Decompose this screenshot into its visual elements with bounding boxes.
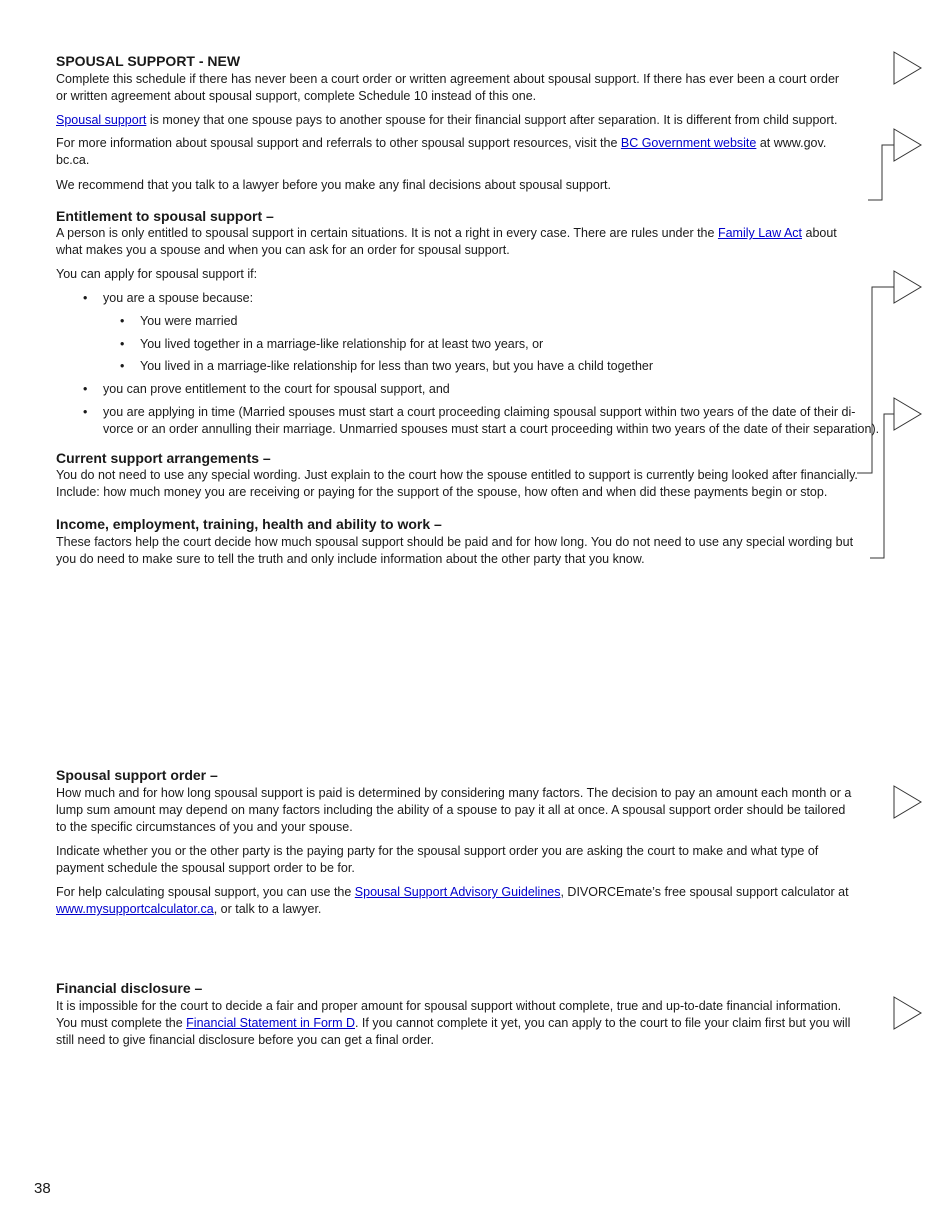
financial-line-3: still need to give financial disclosure before you can get a final order. — [56, 1033, 435, 1048]
bullet-text: You lived in a marriage-like relationship for less than two years, but you have a child together — [140, 359, 654, 373]
current-line-1: You do not need to use any special wording. Just explain to the court how the spouse entitled to support is currently being looked after financially. — [56, 468, 858, 482]
financial-line-2-pre: You must complete the — [56, 1016, 187, 1031]
intro-p3-post: at www.gov. — [756, 136, 827, 150]
income-heading: Income, employment, training, health and ability to work – — [56, 516, 442, 532]
arrow-icon — [894, 786, 921, 818]
bullet-text: you can prove entitlement to the court for spousal support, and — [103, 382, 450, 396]
intro-paragraph-2 — [56, 112, 851, 129]
connector-line — [868, 145, 894, 200]
bullet-dot: • — [120, 314, 125, 328]
intro-paragraph-4: We recommend that you talk to a lawyer before you make any final decisions about spousal support. — [56, 178, 611, 192]
intro-p2-text: is money that one spouse pays to another spouse for their financial support after separation. It is different from child support. — [146, 113, 838, 127]
order-p1-line-2: lump sum amount may depend on many factors including the ability of a spouse to pay it all at once. A spousal support order should be tailored — [56, 803, 846, 818]
bullet-text: you are applying in time (Married spouses must start a court proceeding claiming spousal support within two years of the date of their di- — [103, 405, 856, 419]
intro-paragraph-1: Complete this schedule if there has never been a court order or written agreement about spousal support. If there has ever been a court order or written agreement about spousal support, complete Schedule 10 instead of this one. — [56, 72, 840, 104]
mysupportcalculator-link[interactable]: www.mysupportcalculator.ca — [56, 902, 214, 917]
entitlement-heading: Entitlement to spousal support – — [56, 208, 274, 224]
support-order-paragraph-3 — [56, 884, 851, 918]
current-arrangements-paragraph — [56, 467, 858, 501]
spousal-support-advisory-guidelines-link[interactable]: Spousal Support Advisory Guidelines — [354, 885, 561, 899]
order-p3-mid: , DIVORCEmate’s free spousal support calculator at — [560, 885, 849, 899]
order-p1-line-3: to the specific circumstances of you and your spouse. — [56, 820, 353, 835]
financial-line-2-post: . If you cannot complete it yet, you can apply to the court to file your claim first but you will — [354, 1016, 851, 1031]
income-line-1: These factors help the court decide how much spousal support should be paid and for how long. You do not need to use any special wording but — [56, 535, 854, 549]
order-p3-pre: For help calculating spousal support, you can use the — [56, 885, 355, 899]
arrow-icon — [894, 52, 921, 84]
family-law-act-link[interactable]: Family Law Act — [717, 226, 803, 240]
bullet-dot: • — [83, 405, 88, 419]
page-title: SPOUSAL SUPPORT - NEW — [56, 53, 241, 69]
financial-line-1: It is impossible for the court to decide a fair and proper amount for spousal support without complete, true and up-to-date financial information. — [56, 999, 842, 1013]
support-order-paragraph-1 — [56, 785, 851, 837]
bullet-text-continued: vorce or an order annulling their marriage. Unmarried spouses must start a court proceeding within two years of the date of their separation). — [103, 422, 880, 436]
bullet-text: You lived together in a marriage-like relationship for at least two years, or — [140, 337, 544, 351]
current-arrangements-heading: Current support arrangements – — [56, 450, 271, 466]
connector-line — [857, 287, 894, 473]
arrow-icon — [894, 398, 921, 430]
financial-statement-form-d-link[interactable]: Financial Statement in Form D — [186, 1016, 355, 1031]
bullet-text: You were married — [140, 314, 238, 328]
support-order-paragraph-2 — [56, 843, 851, 877]
bullet-dot: • — [83, 382, 88, 396]
current-line-2: Include: how much money you are receiving or paying for the support of the spouse, how often and when did these payments begin or stop. — [56, 485, 828, 500]
intro-p3-pre: For more information about spousal support and referrals to other spousal support resources, visit the — [56, 136, 621, 150]
intro-paragraph-3 — [56, 135, 851, 169]
bc-government-website-link[interactable]: BC Government website — [620, 136, 757, 150]
spousal-support-link[interactable]: Spousal support — [56, 113, 147, 127]
order-p1-line-1: How much and for how long spousal support is paid is determined by considering many factors. The decision to pay an amount each month or a — [56, 786, 852, 800]
income-line-2: you do need to make sure to tell the truth and only include information about the other party that you know. — [56, 552, 645, 567]
bullet-dot: • — [83, 291, 88, 305]
page-number: 38 — [34, 1180, 51, 1197]
entitlement-p1-line2: what makes you a spouse and when you can ask for an order for spousal support. — [56, 243, 510, 258]
entitlement-p1-post: about — [802, 226, 837, 240]
support-order-heading: Spousal support order – — [56, 767, 218, 783]
entitlement-p1-pre: A person is only entitled to spousal support in certain situations. It is not a right in every case. There are rules under the — [56, 226, 718, 240]
entitlement-paragraph-1 — [56, 225, 851, 259]
arrow-icon — [894, 271, 921, 303]
intro-p3-line2: bc.ca. — [56, 153, 90, 168]
bullet-dot: • — [120, 359, 125, 373]
order-p2-line-2: payment schedule the spousal support order to be for. — [56, 861, 355, 876]
entitlement-paragraph-2: You can apply for spousal support if: — [56, 267, 258, 281]
order-p2-line-1: Indicate whether you or the other party is the paying party for the spousal support order you are asking the court to make and what type of — [56, 844, 819, 858]
arrow-icon — [894, 129, 921, 161]
bullet-text: you are a spouse because: — [103, 291, 254, 305]
income-paragraph — [56, 534, 854, 568]
bullet-dot: • — [120, 337, 125, 351]
financial-disclosure-heading: Financial disclosure – — [56, 980, 203, 996]
financial-disclosure-paragraph — [56, 998, 851, 1050]
order-p3-post: , or talk to a lawyer. — [213, 902, 322, 917]
arrow-icon — [894, 997, 921, 1029]
